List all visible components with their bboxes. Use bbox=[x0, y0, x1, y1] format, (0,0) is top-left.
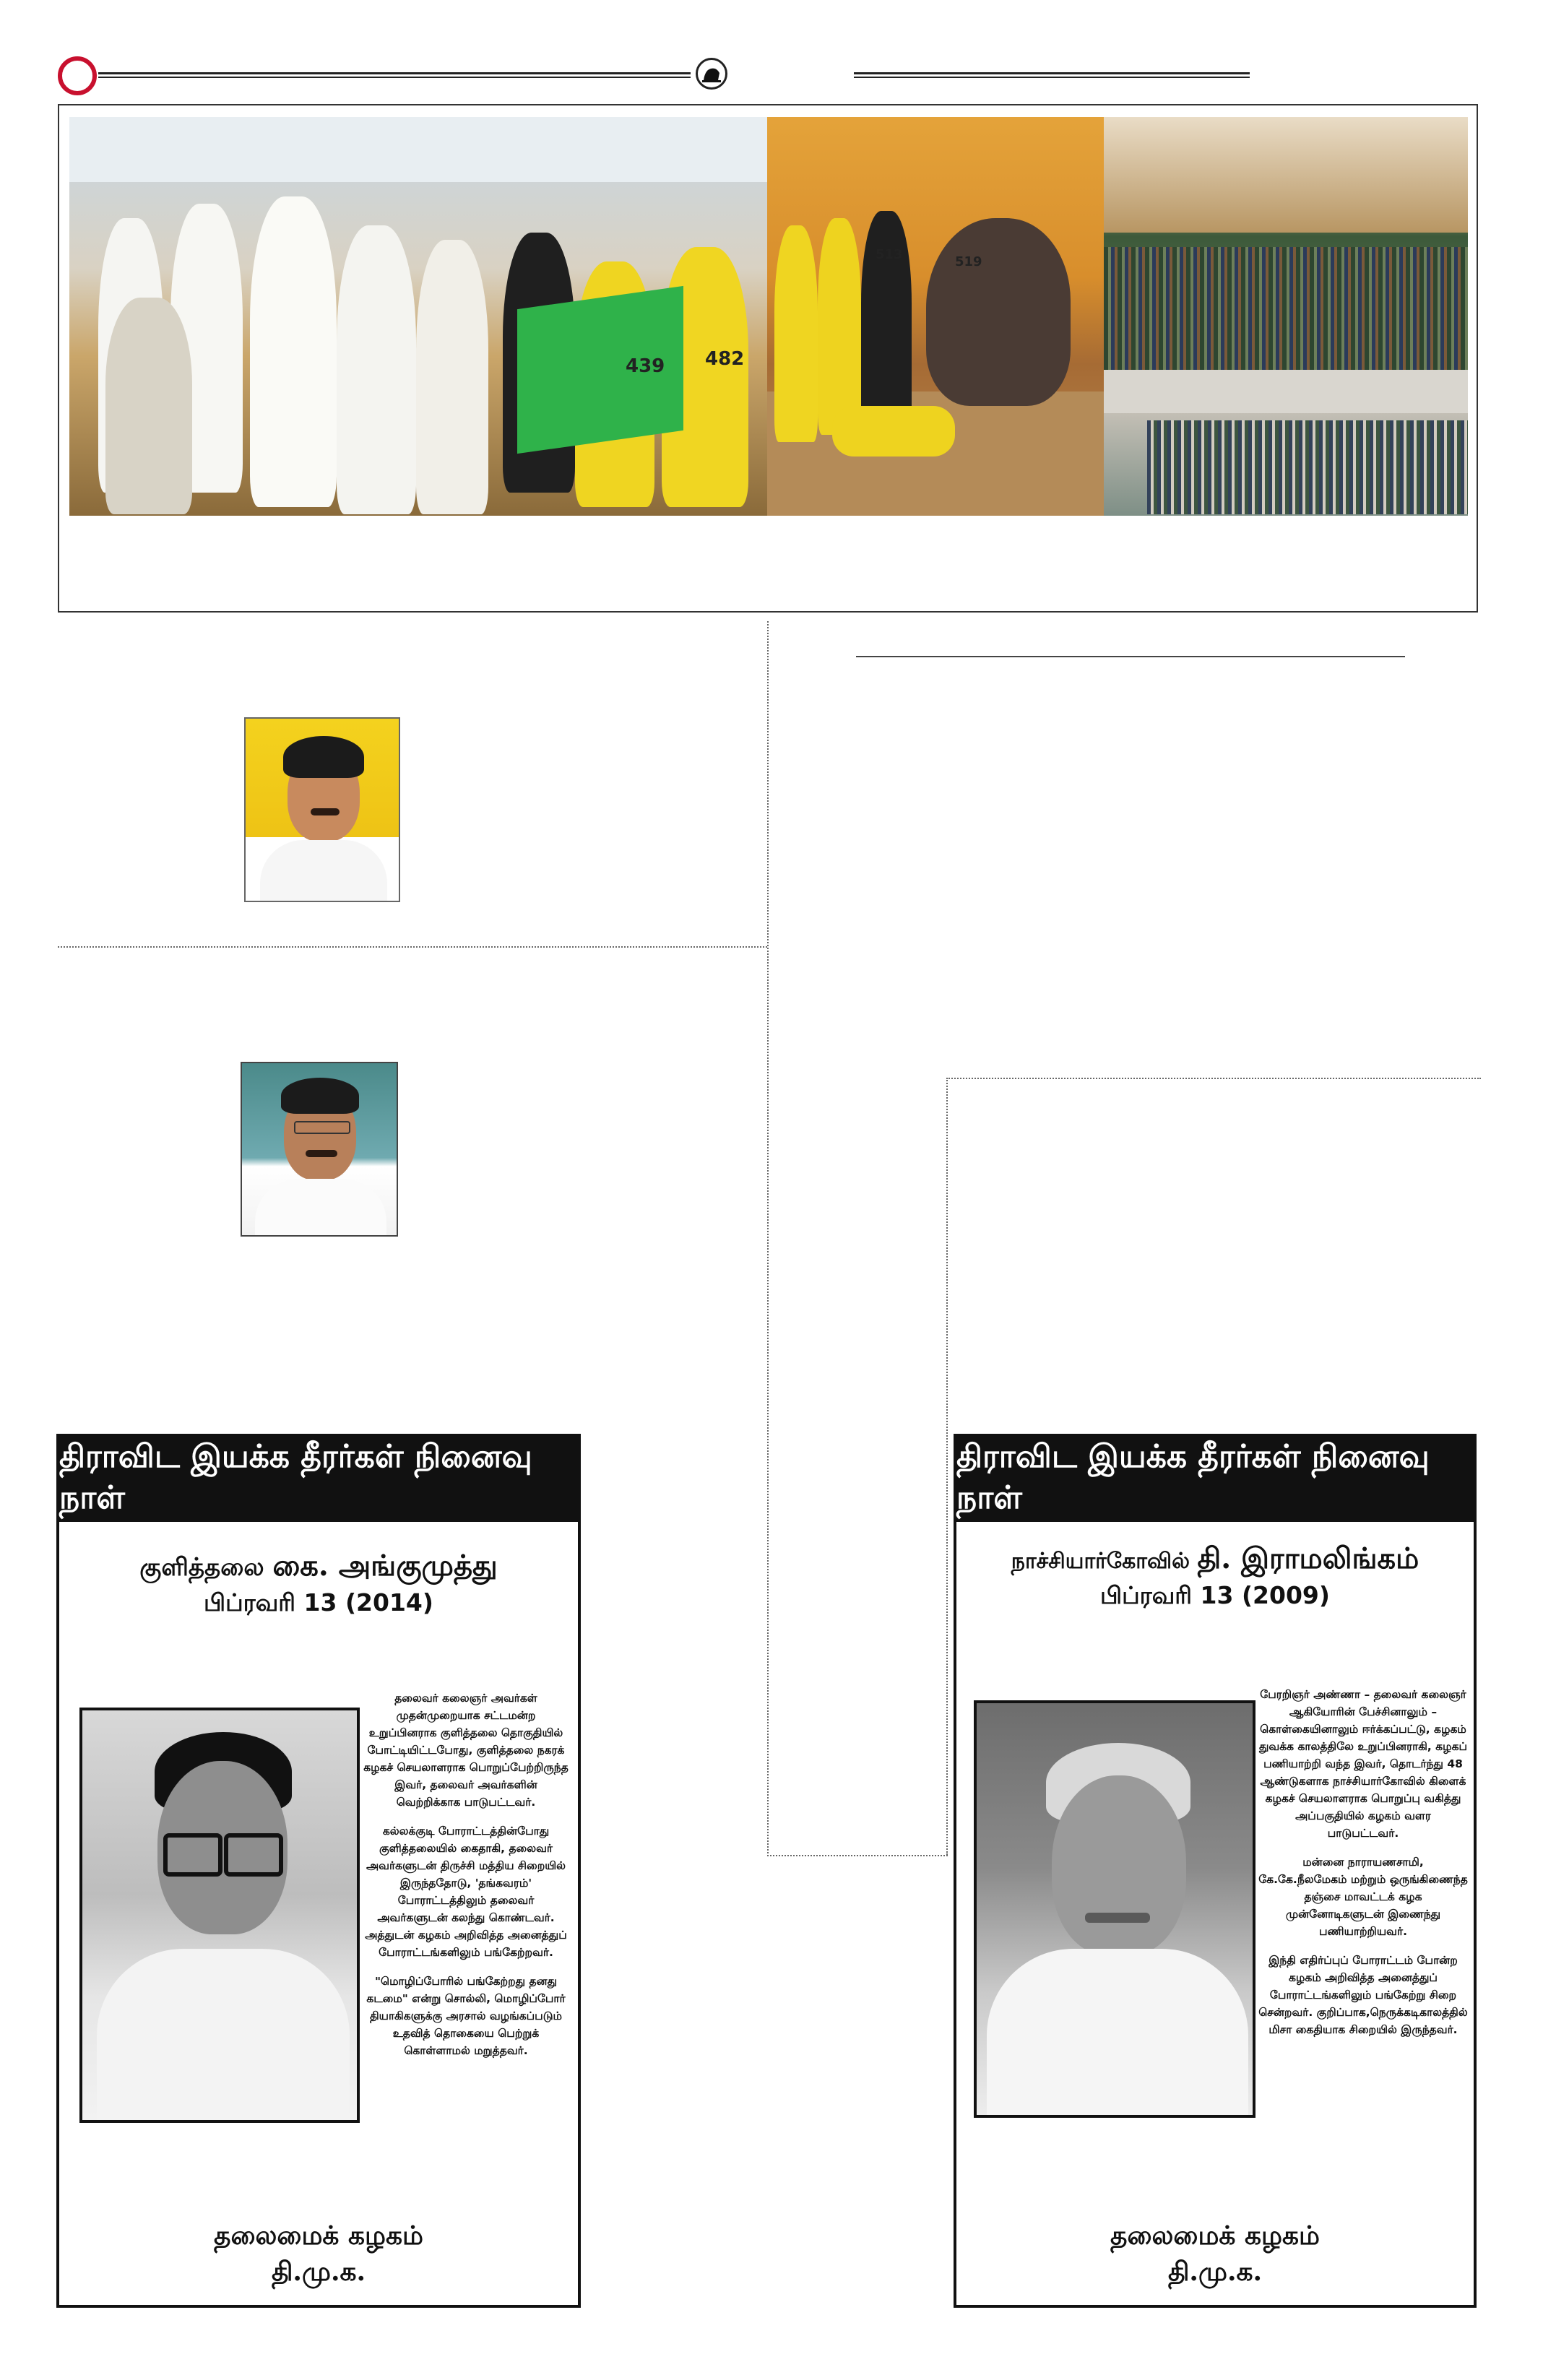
memorial-date: பிப்ரவரி 13 (2014) bbox=[204, 1588, 433, 1617]
box-divider-horizontal bbox=[946, 1078, 1481, 1079]
biography-paragraph: கல்லக்குடி போராட்டத்தின்போது குளித்தலையில் கைதாகி, தலைவர் அவர்களுடன் திருச்சி மத்திய சிறையில் இருந்ததோடு, 'தங்கவரம்' போராட்டத்திலும் தலைவர் அவர்களுடன் கலந்து கொண்டவர். அத்துடன் கழகம் அறிவித்த அனைத்துப் போராட்டங்களிலும் பங்கேற்றவர். bbox=[365, 1825, 567, 1959]
jersey-number: 439 bbox=[626, 355, 665, 377]
memorial-name bbox=[956, 1541, 1474, 1579]
memorial-name-prefix: நாச்சியார்கோவில் bbox=[1011, 1549, 1198, 1574]
memorial-portrait bbox=[79, 1708, 360, 2123]
memorial-box bbox=[954, 1434, 1477, 2308]
bull-figure bbox=[926, 218, 1071, 406]
jersey-number: 482 bbox=[705, 348, 745, 370]
biography-paragraph: பேரறிஞர் அண்ணா – தலைவர் கலைஞர் ஆகியோரின் பேச்சினாலும் – கொள்கையினாலும் ஈர்க்கப்பட்டு, கழகம் துவக்க காலத்திலே உறுப்பினராகி, கழகப் பணியாற்றி வந்த இவர், தொடர்ந்து 48 ஆண்டுகளாக நாச்சியார்கோவில் கிளைக் கழகச் செயலாளராக பொறுப்பு வகித்து அப்பகுதியில் கழகம் வளர பாடுபட்டவர். bbox=[1258, 1688, 1468, 1840]
organization-abbr: தி.மு.க. bbox=[271, 2256, 366, 2287]
memorial-biography bbox=[361, 1689, 571, 2071]
portrait-thumbnail bbox=[241, 1062, 398, 1237]
box-divider-bottom bbox=[767, 1855, 948, 1856]
organization-name: தலைமைக் கழகம் bbox=[214, 2220, 423, 2251]
jersey-number: 519 bbox=[955, 254, 982, 269]
party-emblem-icon bbox=[696, 58, 727, 90]
bull-taming-photo bbox=[767, 117, 1104, 516]
header-rule-left bbox=[98, 72, 691, 78]
memorial-name-main: தி. இராமலிங்கம் bbox=[1197, 1541, 1419, 1575]
photo-banner bbox=[58, 104, 1478, 613]
stadium-crowd-photo bbox=[1104, 117, 1468, 516]
page-number-circle bbox=[58, 56, 97, 95]
memorial-heading: திராவிட இயக்க தீரர்கள் நினைவு நாள் bbox=[956, 1437, 1474, 1522]
memorial-portrait bbox=[974, 1700, 1255, 2118]
memorial-name-prefix: குளித்தலை bbox=[139, 1553, 273, 1582]
organization-abbr: தி.மு.க. bbox=[1167, 2256, 1263, 2287]
memorial-name bbox=[59, 1549, 578, 1586]
box-divider-vertical bbox=[946, 1078, 948, 1855]
column-divider bbox=[767, 621, 769, 1856]
portrait-thumbnail bbox=[244, 717, 400, 902]
memorial-name-main: கை. அங்குமுத்து bbox=[272, 1549, 498, 1583]
memorial-date: பிப்ரவரி 13 (2009) bbox=[1100, 1581, 1330, 1609]
header-rule-right bbox=[854, 72, 1250, 78]
jersey-number: 513 bbox=[876, 247, 903, 262]
memorial-biography bbox=[1258, 1686, 1468, 2050]
rising-sun-emblem-icon bbox=[701, 64, 722, 83]
biography-paragraph: மன்னை நாராயணசாமி, கே.கே.நீலமேகம் மற்றும் ஒருங்கிணைந்த தஞ்சை மாவட்டக் கழக முன்னோடிகளுடன் இணைந்து பணியாற்றியவர். bbox=[1258, 1856, 1468, 1938]
biography-paragraph: தலைவர் கலைஞர் அவர்கள் முதன்முறையாக சட்டமன்ற உறுப்பினராக குளித்தலை தொகுதியில் போட்டியிட்டபோது, குளித்தலை நகரக் கழகச் செயலாளராக பொறுப்பேற்றிருந்த இவர், தலைவர் அவர்களின் வெற்றிக்காக பாடுபட்டவர். bbox=[363, 1692, 569, 1809]
flag-off-ceremony-photo bbox=[69, 117, 767, 516]
memorial-heading: திராவிட இயக்க தீரர்கள் நினைவு நாள் bbox=[59, 1437, 578, 1522]
glasses-icon bbox=[163, 1833, 222, 1877]
biography-paragraph: "மொழிப்போரில் பங்கேற்றது தனது கடமை" என்று சொல்லி, மொழிப்போர் தியாகிகளுக்கு அரசால் வழங்கப்படும் உதவித் தொகையை பெற்றுக் கொள்ளாமல் மறுத்தவர். bbox=[366, 1975, 566, 2057]
memorial-box bbox=[56, 1434, 581, 2308]
column-top-rule bbox=[856, 656, 1405, 657]
organization-name: தலைமைக் கழகம் bbox=[1110, 2220, 1320, 2251]
biography-paragraph: இந்தி எதிர்ப்புப் போராட்டம் போன்ற கழகம் அறிவித்த அனைத்துப் போராட்டங்களிலும் பங்கேற்று சிறை சென்றவர். குறிப்பாக,நெருக்கடிகாலத்தில் மிசா கைதியாக சிறையில் இருந்தவர். bbox=[1258, 1954, 1468, 2036]
section-divider bbox=[58, 946, 767, 948]
